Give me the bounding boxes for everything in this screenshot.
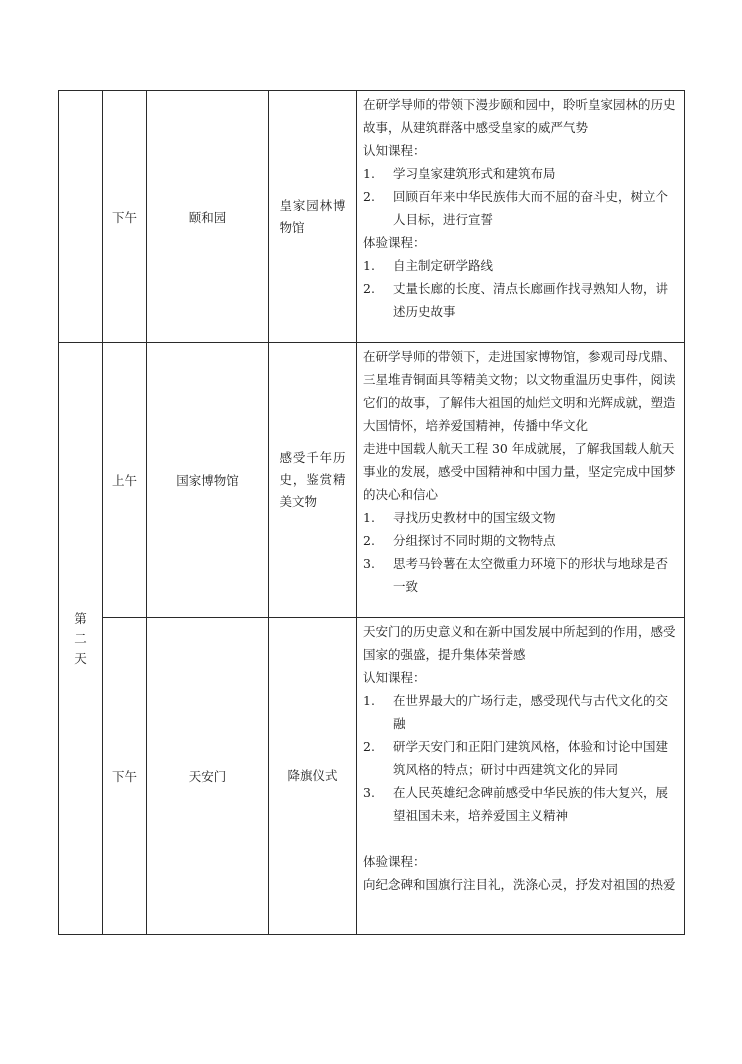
description-cell bbox=[357, 343, 685, 618]
list-item: 3. 在人民英雄纪念碑前感受中华民族的伟大复兴，展望祖国未来，培养爱国主义精神 bbox=[363, 785, 669, 823]
place-cell: 天安门 bbox=[147, 618, 269, 935]
theme-text: 降旗仪式 bbox=[287, 768, 338, 783]
course-text: 向纪念碑和国旗行注目礼，洗涤心灵，抒发对祖国的热爱 bbox=[363, 877, 676, 892]
intro-text: 在研学导师的带领下漫步颐和园中，聆听皇家园林的历史故事，从建筑群落中感受皇家的威严气势 bbox=[363, 97, 676, 135]
itinerary-table bbox=[58, 90, 685, 935]
theme-cell bbox=[269, 618, 357, 935]
table-row-tiananmen bbox=[59, 618, 685, 935]
description-cell bbox=[357, 618, 685, 935]
day-cell-empty bbox=[59, 91, 103, 343]
day-label: 第二天 bbox=[74, 610, 87, 666]
day-cell bbox=[59, 343, 103, 935]
course-title: 认知课程： bbox=[363, 670, 426, 685]
intro-text: 天安门的历史意义和在新中国发展中所起到的作用，感受国家的强盛，提升集体荣誉感 bbox=[363, 624, 676, 662]
course-list bbox=[363, 689, 678, 827]
list-item: 2. 研学天安门和正阳门建筑风格，体验和讨论中国建筑风格的特点；研讨中西建筑文化的异同 bbox=[363, 739, 669, 777]
list-item: 2. 丈量长廊的长度、清点长廊画作找寻熟知人物，讲述历史故事 bbox=[363, 281, 669, 319]
course-list bbox=[363, 162, 678, 231]
time-cell: 下午 bbox=[103, 618, 147, 935]
table-row-national-museum bbox=[59, 343, 685, 618]
list-item: 1. 在世界最大的广场行走，感受现代与古代文化的交融 bbox=[363, 693, 669, 731]
table-row-summer-palace bbox=[59, 91, 685, 343]
list-item: 1. 学习皇家建筑形式和建筑布局 bbox=[363, 166, 556, 181]
list-item: 1. 寻找历史教材中的国宝级文物 bbox=[363, 510, 556, 525]
place-cell: 颐和园 bbox=[147, 91, 269, 343]
time-cell: 上午 bbox=[103, 343, 147, 618]
course-list bbox=[363, 506, 678, 598]
time-cell: 下午 bbox=[103, 91, 147, 343]
list-item: 1. 自主制定研学路线 bbox=[363, 258, 494, 273]
intro-text-2: 走进中国载人航天工程 30 年成就展，了解我国载人航天事业的发展，感受中国精神和中国力量，坚定完成中国梦的决心和信心 bbox=[363, 441, 676, 502]
place-cell: 国家博物馆 bbox=[147, 343, 269, 618]
list-item: 2. 分组探讨不同时期的文物特点 bbox=[363, 533, 556, 548]
course-title: 认知课程： bbox=[363, 143, 426, 158]
course-title: 体验课程： bbox=[363, 854, 426, 869]
description-cell bbox=[357, 91, 685, 343]
intro-text: 在研学导师的带领下，走进国家博物馆，参观司母戊鼎、三星堆青铜面具等精美文物；以文物重温历史事件，阅读它们的故事，了解伟大祖国的灿烂文明和光辉成就，塑造大国情怀，培养爱国精神，传播中华文化 bbox=[363, 349, 676, 433]
theme-text: 感受千年历史，鉴赏精美文物 bbox=[279, 450, 346, 509]
course-title: 体验课程： bbox=[363, 235, 426, 250]
theme-cell bbox=[269, 91, 357, 343]
theme-cell bbox=[269, 343, 357, 618]
theme-text: 皇家园林博物馆 bbox=[279, 197, 346, 235]
list-item: 3. 思考马铃薯在太空微重力环境下的形状与地球是否一致 bbox=[363, 556, 669, 594]
list-item: 2. 回顾百年来中华民族伟大而不屈的奋斗史，树立个人目标，进行宣誓 bbox=[363, 189, 669, 227]
course-list bbox=[363, 254, 678, 323]
spacer bbox=[363, 827, 678, 850]
